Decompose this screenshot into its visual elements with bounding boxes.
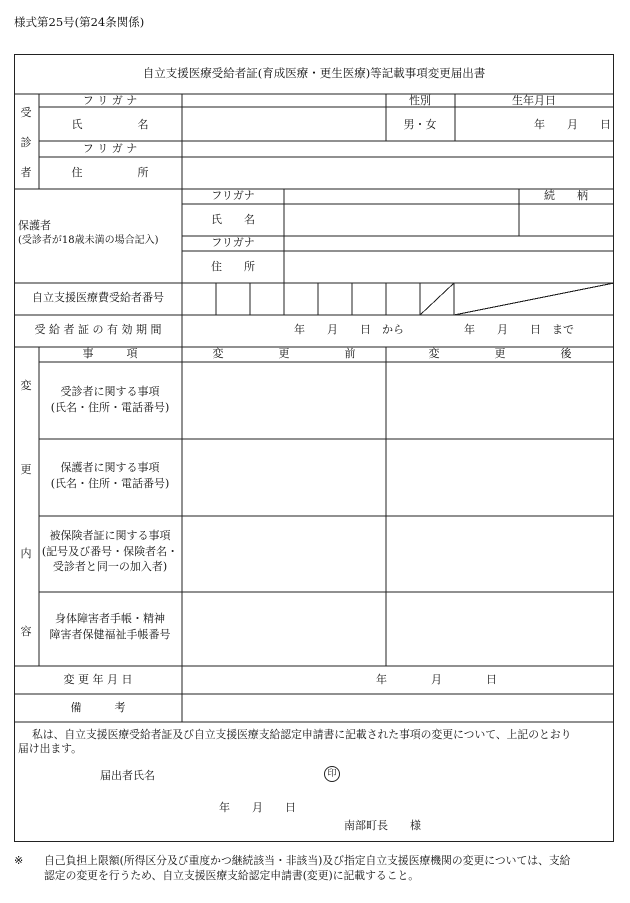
- footnote-line-1: 自己負担上限額(所得区分及び重度かつ継続該当・非該当)及び指定自立支援医療機関の変更については、支給: [44, 854, 571, 867]
- change-row-3-before-field[interactable]: [183, 517, 385, 591]
- patient-name-label: 氏 名: [71, 118, 149, 131]
- guardian-address-label: 住 所: [211, 260, 255, 273]
- changes-side-label-1: 変: [20, 379, 32, 392]
- change-row-4-line2: 障害者保健福祉手帳番号: [49, 628, 171, 641]
- change-row-1-line1: 受診者に関する事項: [60, 385, 160, 398]
- addressee: 南部町長 様: [344, 819, 421, 832]
- patient-address-field[interactable]: [183, 158, 613, 188]
- guardian-label: 保護者: [18, 219, 51, 232]
- dob-field[interactable]: 年 月 日: [534, 118, 611, 131]
- remarks-field[interactable]: [183, 695, 613, 721]
- patient-furigana2-label: フ リ ガ ナ: [82, 142, 138, 155]
- change-row-1-after-field[interactable]: [387, 363, 613, 438]
- remarks-label: 備 考: [70, 701, 126, 714]
- guardian-sublabel: (受診者が18歳未満の場合記入): [18, 235, 159, 246]
- change-row-1-before-field[interactable]: [183, 363, 385, 438]
- col-before-header: 変 更 前: [212, 347, 356, 360]
- guardian-name-field[interactable]: [285, 205, 518, 235]
- patient-side-label-3: 者: [20, 166, 32, 179]
- changes-side-label-4: 容: [20, 625, 32, 638]
- patient-side-label-1: 受: [20, 106, 32, 119]
- changes-side-label-2: 更: [20, 463, 32, 476]
- seal-mark: 印: [324, 766, 340, 782]
- form-number: 様式第25号(第24条関係): [14, 15, 145, 29]
- change-row-3-line3: 受診者と同一の加入者): [52, 560, 168, 573]
- change-date-label: 変 更 年 月 日: [63, 673, 133, 686]
- patient-name-field[interactable]: [183, 108, 385, 140]
- guardian-furigana2-label: フリガナ: [211, 236, 255, 249]
- guardian-address-field[interactable]: [285, 252, 613, 282]
- change-row-3-after-field[interactable]: [387, 517, 613, 591]
- guardian-name-label: 氏 名: [211, 213, 255, 226]
- sex-header: 性別: [409, 94, 431, 107]
- declaration-date[interactable]: 年 月 日: [219, 801, 296, 814]
- change-row-2-before-field[interactable]: [183, 440, 385, 515]
- sex-options[interactable]: 男・女: [403, 118, 437, 131]
- filer-name-label: 届出者氏名: [100, 769, 155, 782]
- guardian-relation-label: 続 柄: [544, 189, 588, 202]
- footnote-mark: ※: [14, 854, 24, 867]
- change-row-3-line1: 被保険者証に関する事項: [49, 529, 171, 542]
- change-date-field[interactable]: 年 月 日: [376, 673, 497, 686]
- change-row-3-line2: (記号及び番号・保険者名・: [41, 545, 179, 558]
- declaration-text-1: 私は、自立支援医療受給者証及び自立支援医療支給認定申請書に記載された事項の変更について、上記のとおり: [32, 728, 572, 741]
- form-title: 自立支援医療受給者証(育成医療・更生医療)等記載事項変更届出書: [142, 66, 486, 80]
- change-notification-form: [14, 54, 614, 842]
- filer-name-field[interactable]: [164, 765, 319, 783]
- dob-header: 生年月日: [512, 94, 556, 107]
- footnote-line-2: 認定の変更を行うため、自立支援医療支給認定申請書(変更)に記載すること。: [44, 869, 420, 882]
- changes-side-label-3: 内: [20, 547, 32, 560]
- cert-number-label: 自立支援医療費受給者番号: [32, 291, 164, 304]
- patient-address-label: 住 所: [71, 166, 149, 179]
- change-row-2-line1: 保護者に関する事項: [60, 461, 160, 474]
- guardian-relation-field[interactable]: [520, 205, 613, 235]
- validity-to[interactable]: 年 月 日 まで: [464, 323, 574, 336]
- change-row-4-after-field[interactable]: [387, 593, 613, 665]
- change-row-2-after-field[interactable]: [387, 440, 613, 515]
- col-after-header: 変 更 後: [428, 347, 572, 360]
- guardian-furigana-label: フリガナ: [211, 189, 255, 202]
- change-row-1-line2: (氏名・住所・電話番号): [50, 401, 170, 414]
- change-row-4-line1: 身体障害者手帳・精神: [55, 612, 165, 625]
- col-item-header: 事 項: [82, 347, 138, 360]
- validity-label: 受 給 者 証 の 有 効 期 間: [34, 323, 162, 336]
- change-row-2-line2: (氏名・住所・電話番号): [50, 477, 170, 490]
- change-row-4-before-field[interactable]: [183, 593, 385, 665]
- patient-side-label-2: 診: [20, 136, 32, 149]
- declaration-text-2: 届け出ます。: [18, 742, 82, 755]
- validity-from[interactable]: 年 月 日 から: [294, 323, 404, 336]
- patient-furigana-label: フ リ ガ ナ: [82, 94, 138, 107]
